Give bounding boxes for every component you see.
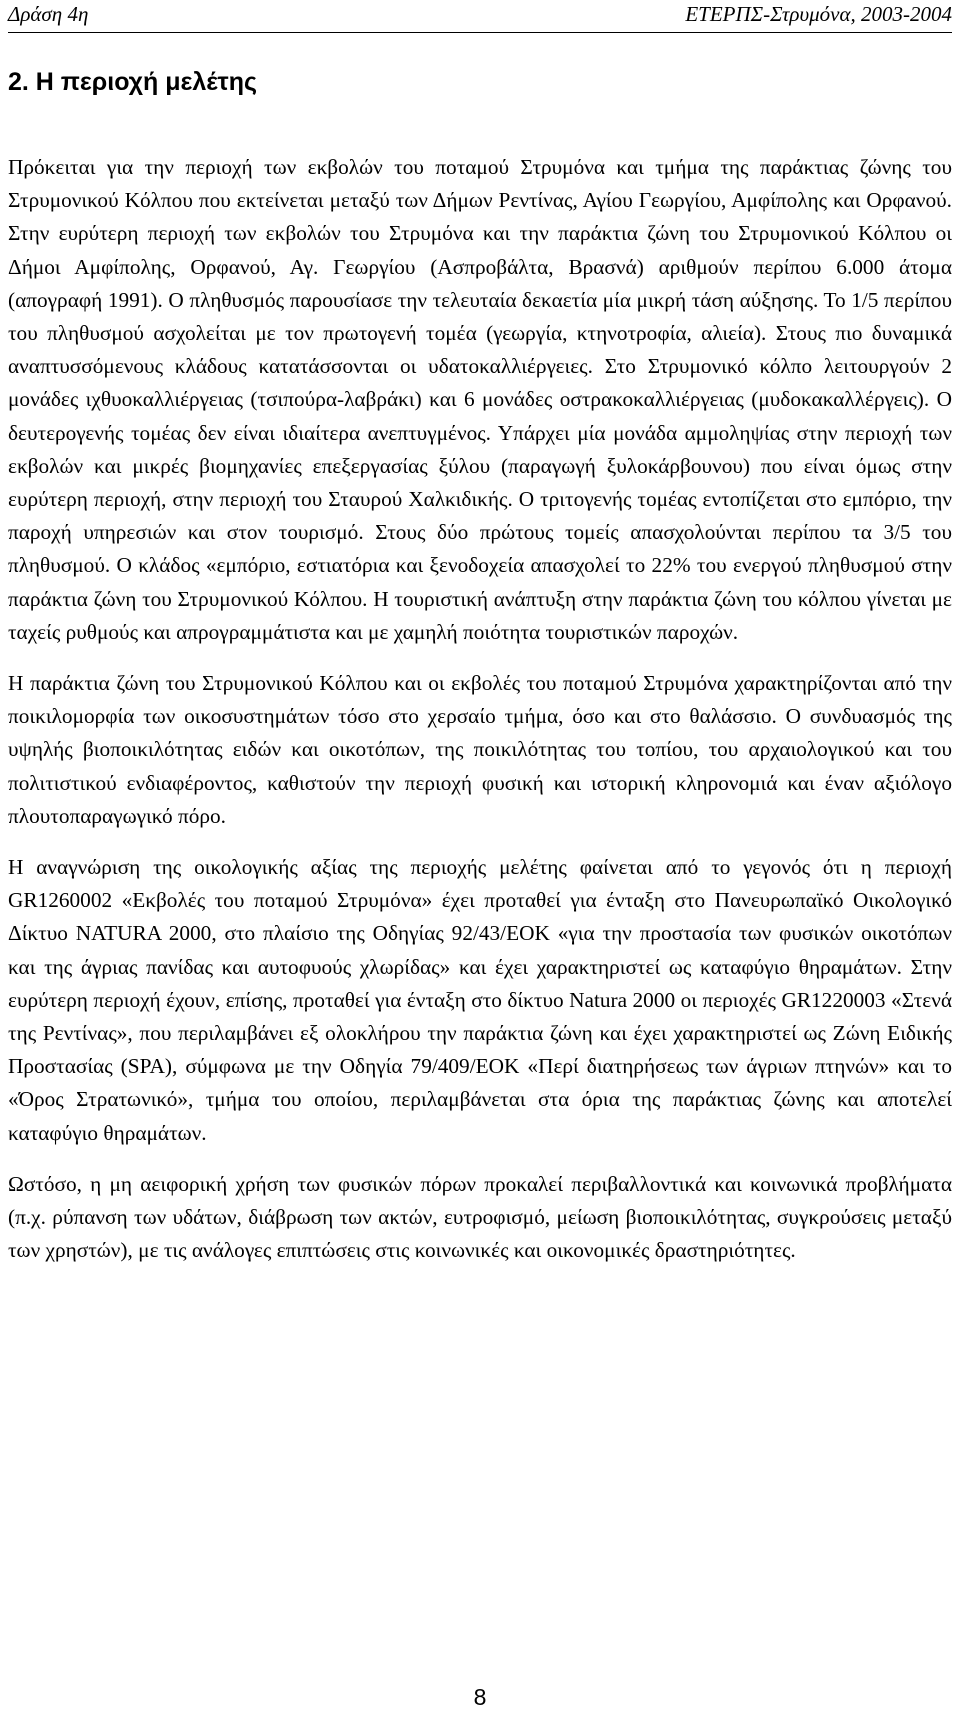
paragraph-ecosystems: Η παράκτια ζώνη του Στρυμονικού Κόλπου και οι εκβολές του ποταμού Στρυμόνα χαρακτηρίζονται από την ποικιλομορφία των οικοσυστημάτων τόσο στο χερσαίο τμήμα, όσο και στο θαλάσσιο. Ο συνδυασμός της υψηλής βιοποικιλότητας ειδών και οικοτόπων, της ποικιλότητας του τοπίου, του αρχαιολογικού και του πολιτιστικού ενδιαφέροντος, καθιστούν την περιοχή φυσική και ιστορική κληρονομιά και έναν αξιόλογο πλουτοπαραγωγικό πόρο. [8, 671, 952, 828]
paragraph-natura-2000: Η αναγνώριση της οικολογικής αξίας της περιοχής μελέτης φαίνεται από το γεγονός ότι η περιοχή GR1260002 «Εκβολές του ποταμού Στρυμόνα» έχει προταθεί για ένταξη στο Πανευρωπαϊκό Οικολογικό Δίκτυο NATURA 2000, στο πλαίσιο της Οδηγίας 92/43/ΕΟΚ «για την προστασία των φυσικών οικοτόπων και της άγριας πανίδας και αυτοφυούς χλωρίδας» και έχει χαρακτηριστεί ως καταφύγιο θηραμάτων. Στην ευρύτερη περιοχή έχουν, επίσης, προταθεί για ένταξη στο δίκτυο Natura 2000 οι περιοχές GR1220003 «Στενά της Ρεντίνας», που περιλαμβάνει εξ ολοκλήρου την παράκτια ζώνη και έχει χαρακτηριστεί ως Ζώνη Ειδικής Προστασίας (SPA), σύμφωνα με την Οδηγία 79/409/ΕΟΚ «Περί διατηρήσεως των άγριων πτηνών» και το «Όρος Στρατωνικό», τμήμα του οποίου, περιλαμβάνεται στα όρια της παράκτιας ζώνης και αποτελεί καταφύγιο θηραμάτων. [8, 855, 952, 1145]
section-title: 2. Η περιοχή μελέτης [8, 68, 257, 96]
paragraph-study-area: Πρόκειται για την περιοχή των εκβολών του ποταμού Στρυμόνα και τμήμα της παράκτιας ζώνης του Στρυμονικού Κόλπου που εκτείνεται μεταξύ των Δήμων Ρεντίνας, Αγίου Γεωργίου, Αμφίπολης και Ορφανού. Στην ευρύτερη περιοχή των εκβολών του Στρυμόνα και την παράκτια ζώνη του Στρυμονικού Κόλπου οι Δήμοι Αμφίπολης, Ορφανού, Αγ. Γεωργίου (Ασπροβάλτα, Βρασνά) αριθμούν περίπου 6.000 άτομα (απογραφή 1991). Ο πληθυσμός παρουσίασε την τελευταία δεκαετία μία μικρή τάση αύξησης. Το 1/5 περίπου του πληθυσμού ασχολείται με τον πρωτογενή τομέα (γεωργία, κτηνοτροφία, αλιεία). Στους πιο δυναμικά αναπτυσσόμενους κλάδους κατατάσσονται οι υδατοκαλλιέργειες. Στο Στρυμονικό κόλπο λειτουργούν 2 μονάδες ιχθυοκαλλιέργειας (τσιπούρα-λαβράκι) και 6 μονάδες οστρακοκαλλιέργειας (μυδοκακαλλέργεις). Ο δευτερογενής τομέας δεν είναι ιδιαίτερα ανεπτυγμένος. Υπάρχει μία μονάδα αμμοληψίας στην περιοχή των εκβολών και μικρές βιομηχανίες επεξεργασίας ξύλου (παραγωγή ξυλοκάρβουνου) που είναι όμως στην ευρύτερη περιοχή, στην περιοχή του Σταυρού Χαλκιδικής. Ο τριτογενής τομέας εντοπίζεται στο εμπόριο, την παροχή υπηρεσιών και στον τουρισμό. Στους δύο πρώτους τομείς απασχολούνται περίπου τα 3/5 του πληθυσμού. Ο κλάδος «εμπόριο, εστιατόρια και ξενοδοχεία απασχολεί το 22% του ενεργού πληθυσμού στην παράκτια ζώνη του Στρυμονικού Κόλπου. Η τουριστική ανάπτυξη στην παράκτια ζώνη του κόλπου γίνεται με ταχείς ρυθμούς και απρογραμμάτιστα και με χαμηλή ποιότητα τουριστικών παροχών. [8, 155, 952, 644]
page-number: 8 [473, 1684, 487, 1710]
document-body [8, 151, 952, 1286]
header-project-label: ΕΤΕΡΠΣ-Στρυμόνα, 2003-2004 [685, 2, 952, 26]
header-action-label: Δράση 4η [8, 2, 89, 26]
page-header [8, 0, 952, 33]
paragraph-problems: Ωστόσο, η μη αειφορική χρήση των φυσικών πόρων προκαλεί περιβαλλοντικά και κοινωνικά προβλήματα (π.χ. ρύπανση των υδάτων, διάβρωση των ακτών, ευτροφισμό, μείωση βιοποικιλότητας, συγκρούσεις μεταξύ των χρηστών), με τις ανάλογες επιπτώσεις στις κοινωνικές και οικονομικές δραστηριότητες. [8, 1171, 952, 1263]
